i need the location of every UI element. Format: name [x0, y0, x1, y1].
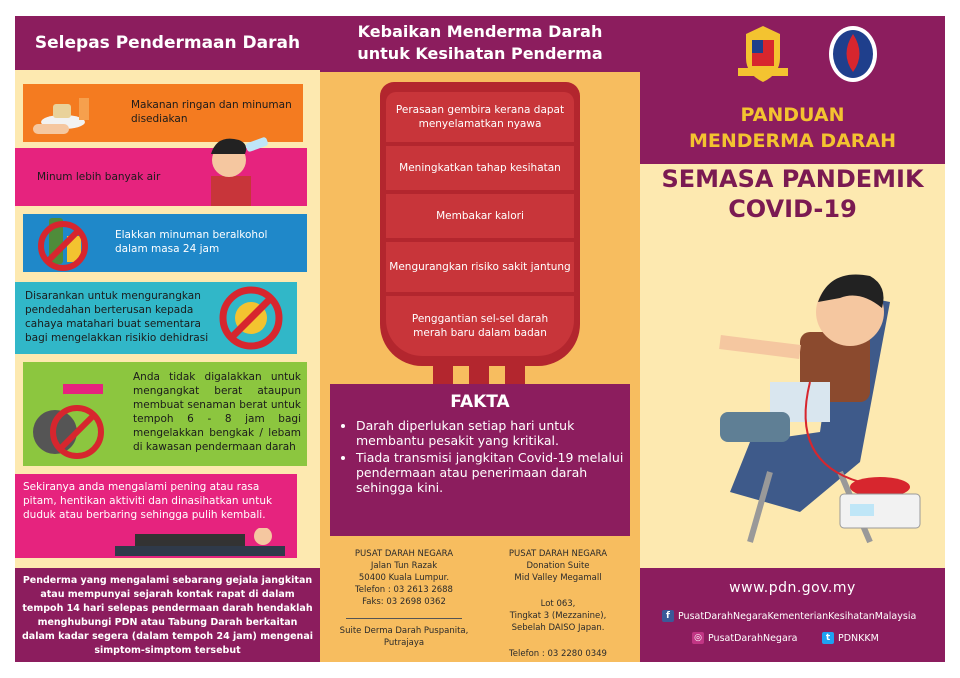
no-sun-icon [211, 284, 291, 352]
middle-panel [320, 16, 640, 662]
benefit-item-2: Meningkatkan tahap kesihatan [386, 146, 574, 190]
fakta-item-2: • Tiada transmisi jangkitan Covid-19 melalui pendermaan atau penerimaan darah sehingga kini. [356, 450, 630, 495]
twitter-label: PDNKKM [838, 632, 879, 644]
no-weight-icon [33, 380, 123, 460]
instagram-link[interactable] [692, 632, 798, 644]
fakta-item-1: • Darah diperlukan setiap hari untuk membantu pesakit yang kritikal. [356, 418, 630, 448]
left-panel [15, 16, 320, 662]
benefit-item-1: Perasaan gembira kerana dapat menyelamatkan nyawa [386, 92, 574, 142]
tip-text-6: Sekiranya anda mengalami pening atau rasa pitam, hentikan aktiviti dan dinasihatkan untuk duduk atau berbaring sehingga pulih kembali. [23, 481, 273, 521]
crest-icon [736, 24, 790, 84]
instagram-icon: ◎ [692, 632, 704, 644]
tip-text-1: Makanan ringan dan minuman disediakan [131, 99, 292, 125]
guide-title-line1: PANDUAN [740, 104, 845, 126]
twitter-link[interactable] [822, 632, 879, 644]
facebook-icon: f [662, 610, 674, 622]
tip-text-2: Minum lebih banyak air [37, 171, 161, 183]
address2c-line1: Telefon : 03 2280 0349 [509, 649, 607, 659]
middle-header-line2: untuk Kesihatan Penderma [357, 44, 603, 63]
right-panel [640, 16, 945, 662]
snack-drink-icon [33, 90, 103, 138]
fakta-list [330, 418, 630, 495]
address1b-line2: Putrajaya [383, 638, 425, 648]
address2-line2: Donation Suite [526, 561, 590, 571]
left-panel-header: Selepas Pendermaan Darah [15, 16, 320, 70]
left-bottom-notice: Penderma yang mengalami sebarang gejala jangkitan atau mempunyai sejarah kontak rapat di dalam tempoh 14 hari selepas pendermaan darah hendaklah menghubungi PDN atau Tabung Darah berkaitan dalam kadar segera (dalam tempoh 24 jam) mengenai simptom-simptom tersebut [15, 568, 320, 662]
right-header-block [640, 16, 945, 164]
benefit-item-3: Membakar kalori [386, 194, 574, 238]
facebook-label: PusatDarahNegaraKementerianKesihatanMalaysia [678, 610, 917, 622]
twitter-icon: t [822, 632, 834, 644]
address1-line4: Telefon : 03 2613 2688 [355, 585, 453, 595]
address1-line1: PUSAT DARAH NEGARA [354, 549, 454, 559]
benefit-item-4: Mengurangkan risiko sakit jantung [386, 242, 574, 292]
address1-line3: 50400 Kuala Lumpur. [358, 573, 450, 583]
middle-panel-header [320, 16, 640, 72]
no-alcohol-icon [33, 214, 103, 272]
pdn-logo-icon [826, 24, 880, 84]
address1-line2: Jalan Tun Razak [370, 561, 438, 571]
tip-band-dizzy [15, 474, 297, 558]
address-divider [346, 618, 462, 619]
tip-text-5: Anda tidak digalakkan untuk mengangkat berat ataupun membuat senaman berat untuk tempoh 6 - 8 jam bagi mengelakkan bengkak / lebam di kawasan pendermaan darah [133, 371, 301, 453]
address2-line1: PUSAT DARAH NEGARA [508, 549, 608, 559]
boy-drinking-icon [187, 132, 277, 206]
pandemic-subtitle [640, 164, 945, 224]
instagram-label: PusatDarahNegara [708, 632, 798, 644]
tip-band-sun [15, 282, 297, 354]
right-contact-block [640, 568, 945, 662]
benefit-item-5: Penggantian sel-sel darah merah baru dalam badan [386, 296, 574, 356]
address1-line5: Faks: 03 2698 0362 [362, 597, 446, 607]
fakta-box [330, 384, 630, 536]
address2b-line1: Lot 063, [540, 599, 576, 609]
donor-illustration [690, 262, 940, 552]
website-link[interactable]: www.pdn.gov.my [729, 580, 856, 596]
tip-band-alcohol [23, 214, 307, 272]
pandemic-subtitle-line2: COVID-19 [728, 195, 857, 223]
address-pdn-kl [334, 548, 474, 649]
middle-header-line1: Kebaikan Menderma Darah [357, 22, 603, 41]
address2-line3: Mid Valley Megamall [514, 573, 602, 583]
lying-person-icon [115, 528, 285, 558]
blood-bag-tubes [425, 364, 535, 386]
tip-band-water [15, 148, 307, 206]
blood-bag [380, 82, 580, 366]
facebook-link[interactable] [662, 610, 916, 622]
pandemic-subtitle-line1: SEMASA PANDEMIK [661, 165, 924, 193]
address2b-line2: Tingkat 3 (Mezzanine), [509, 611, 607, 621]
address-spacer-2 [488, 634, 628, 648]
tip-band-weight [23, 362, 307, 466]
address2b-line3: Sebelah DAISO Japan. [511, 623, 605, 633]
guide-title [640, 102, 945, 154]
fakta-title: FAKTA [450, 392, 510, 412]
address-spacer [488, 584, 628, 598]
tip-text-4: Disarankan untuk mengurangkan pendedahan berterusan kepada cahaya matahari buat sementara bagi mengelakkan risikio dehidrasi [25, 290, 209, 344]
guide-title-line2: MENDERMA DARAH [688, 130, 897, 152]
address1b-line1: Suite Derma Darah Puspanita, [339, 626, 469, 636]
tip-text-3: Elakkan minuman beralkohol dalam masa 24 jam [115, 229, 268, 255]
address-pdn-midvalley [488, 548, 628, 660]
brochure [15, 16, 945, 662]
